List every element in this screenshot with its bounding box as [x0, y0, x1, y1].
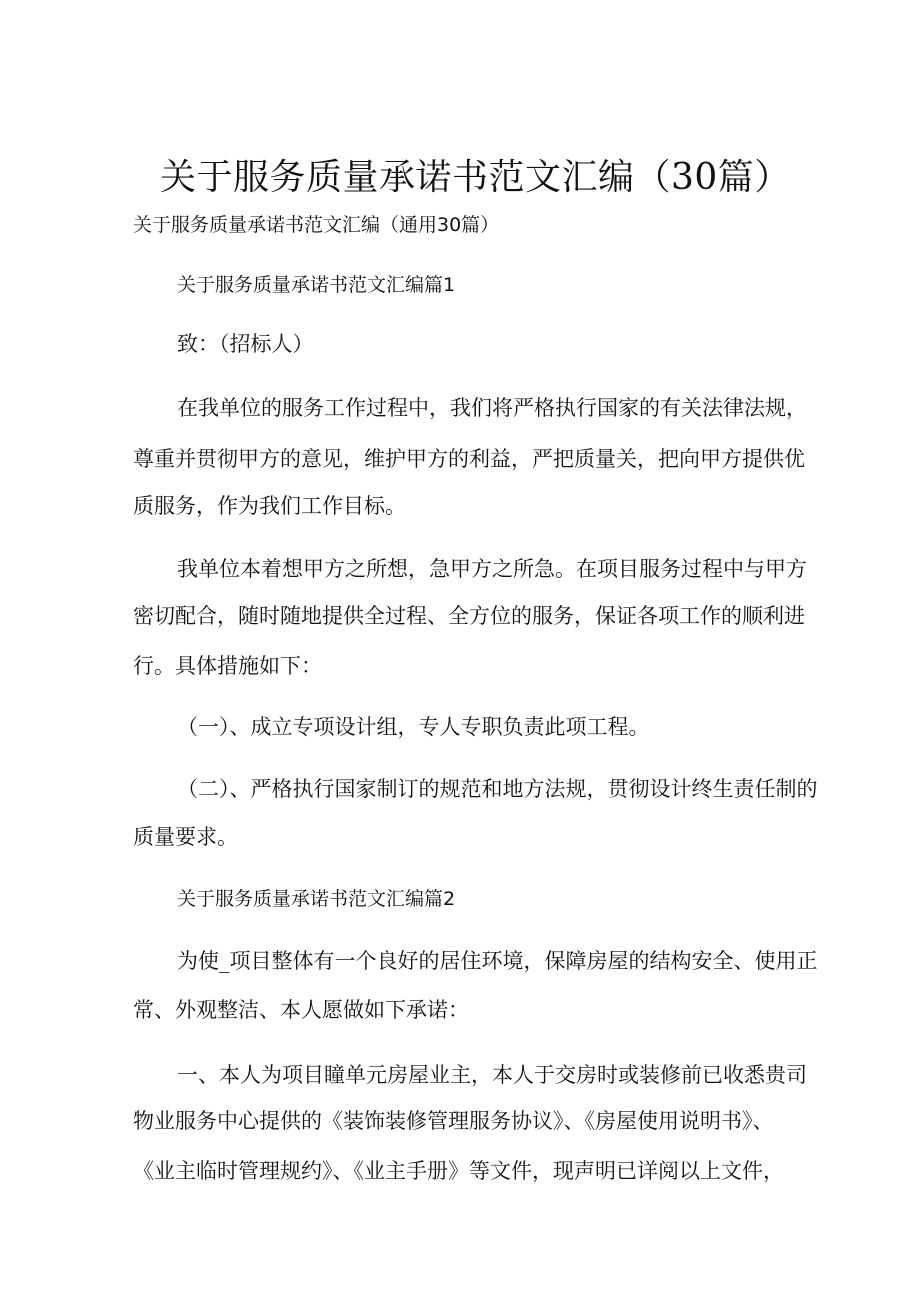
paragraph-line: 质量要求。 [133, 825, 238, 849]
paragraph-line: 我单位本着想甲方之所想，急甲方之所急。在项目服务过程中与甲方 [177, 557, 807, 581]
list-item: （一）、成立专项设计组，专人专职负责此项工程。 [177, 715, 650, 739]
paragraph-line: 常、外观整洁、本人愿做如下承诺： [133, 998, 469, 1022]
paragraph-line: 质服务，作为我们工作目标。 [133, 494, 406, 518]
paragraph-line: 一、本人为项目瞳单元房屋业主，本人于交房时或装修前已收悉贵司 [177, 1063, 807, 1087]
salutation: 致：（招标人） [177, 332, 314, 356]
paragraph-line: 行。具体措施如下： [133, 654, 322, 678]
document-subtitle: 关于服务质量承诺书范文汇编（通用30篇） [133, 214, 500, 236]
paragraph-line: 在我单位的服务工作过程中，我们将严格执行国家的有关法律法规， [177, 396, 807, 420]
paragraph-line: 尊重并贯彻甲方的意见，维护甲方的利益，严把质量关，把向甲方提供优 [133, 447, 805, 471]
document-title: 关于服务质量承诺书范文汇编（30篇） [160, 157, 791, 198]
list-item: （二）、严格执行国家制订的规范和地方法规，贯彻设计终生责任制的 [177, 777, 818, 801]
paragraph-line: 《业主临时管理规约》、《业主手册》等文件，现声明已详阅以上文件， [133, 1159, 784, 1183]
paragraph-line: 为使_项目整体有一个良好的居住环境，保障房屋的结构安全、使用正 [177, 949, 818, 973]
paragraph-line: 密切配合，随时随地提供全过程、全方位的服务，保证各项工作的顺利进 [133, 604, 805, 628]
paragraph-line: 物业服务中心提供的《装饰装修管理服务协议》、《房屋使用说明书》、 [133, 1109, 774, 1133]
section-heading-1: 关于服务质量承诺书范文汇编篇1 [177, 274, 456, 296]
section-heading-2: 关于服务质量承诺书范文汇编篇2 [177, 888, 456, 910]
